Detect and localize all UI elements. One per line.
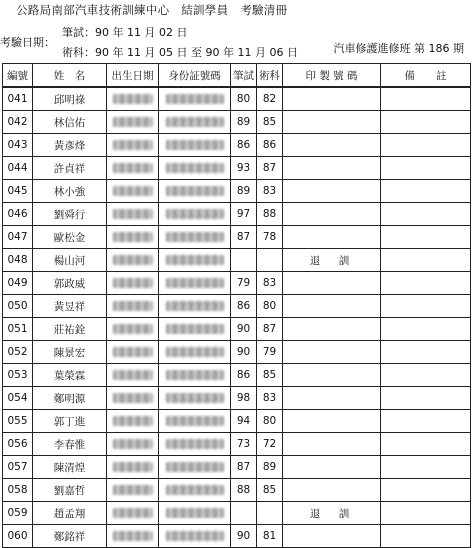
row-remarks [381,410,471,433]
redaction-blur [113,255,153,265]
row-written-score: 87 [231,226,257,249]
row-written-score: 90 [231,341,257,364]
row-remarks [381,318,471,341]
table-row [3,318,471,341]
redaction-blur [166,255,224,265]
row-practical-score: 81 [257,525,283,548]
redaction-blur [166,278,224,288]
row-name: 葉榮霖 [33,364,107,387]
header-birth-date: 出生日期 [107,64,159,88]
row-practical-score: 85 [257,364,283,387]
redaction-blur [113,462,153,472]
row-id-number-redacted [159,341,231,364]
row-print-number [283,525,381,548]
row-birth-date-redacted [107,134,159,157]
redaction-blur [113,186,153,196]
row-written-score: 86 [231,364,257,387]
header-id-number: 身份証號碼 [159,64,231,88]
row-remarks [381,249,471,272]
redaction-blur [166,531,224,541]
row-no: 049 [3,272,33,295]
redaction-blur [166,186,224,196]
redaction-blur [166,324,224,334]
redaction-blur [166,462,224,472]
table-row [3,157,471,180]
row-no: 046 [3,203,33,226]
table-row [3,226,471,249]
row-remarks [381,456,471,479]
row-id-number-redacted [159,456,231,479]
row-written-score [231,249,257,272]
row-written-score: 79 [231,272,257,295]
redaction-blur [113,439,153,449]
row-remarks [381,226,471,249]
row-practical-score: 87 [257,157,283,180]
row-remarks [381,111,471,134]
row-no: 055 [3,410,33,433]
row-practical-score: 80 [257,295,283,318]
row-written-score: 86 [231,134,257,157]
table-row [3,341,471,364]
row-remarks [381,87,471,111]
redaction-blur [113,209,153,219]
row-written-score: 87 [231,456,257,479]
redaction-blur [113,347,153,357]
row-written-score: 80 [231,87,257,111]
row-id-number-redacted [159,226,231,249]
row-id-number-redacted [159,295,231,318]
row-birth-date-redacted [107,433,159,456]
row-remarks [381,433,471,456]
row-written-score: 98 [231,387,257,410]
row-id-number-redacted [159,410,231,433]
table-row [3,272,471,295]
redaction-blur [166,163,224,173]
row-id-number-redacted [159,87,231,111]
row-birth-date-redacted [107,525,159,548]
redaction-blur [113,370,153,380]
row-remarks [381,387,471,410]
row-name: 莊祐銓 [33,318,107,341]
row-print-number [283,410,381,433]
row-no: 052 [3,341,33,364]
row-birth-date-redacted [107,111,159,134]
row-id-number-redacted [159,134,231,157]
row-print-number: 退 訓 [283,249,381,272]
table-row [3,433,471,456]
row-remarks [381,364,471,387]
redaction-blur [166,439,224,449]
row-written-score: 73 [231,433,257,456]
redaction-blur [166,347,224,357]
row-remarks [381,502,471,525]
row-print-number [283,364,381,387]
row-remarks [381,525,471,548]
row-written-score: 86 [231,295,257,318]
row-no: 048 [3,249,33,272]
row-no: 050 [3,295,33,318]
exam-date-label: 考驗日期： [0,36,55,49]
row-print-number [283,456,381,479]
row-no: 042 [3,111,33,134]
redaction-blur [113,531,153,541]
row-id-number-redacted [159,157,231,180]
roster-body [3,87,471,548]
written-exam-date: 筆試：90 年 11 月 02 日 [62,26,188,39]
row-name: 郭丁進 [33,410,107,433]
table-row [3,203,471,226]
redaction-blur [166,117,224,127]
table-header-row [3,64,471,88]
row-print-number [283,295,381,318]
row-birth-date-redacted [107,87,159,111]
row-birth-date-redacted [107,295,159,318]
header-practical-score: 術科 [257,64,283,88]
row-remarks [381,341,471,364]
row-birth-date-redacted [107,249,159,272]
table-row [3,502,471,525]
row-id-number-redacted [159,249,231,272]
redaction-blur [113,117,153,127]
redaction-blur [166,508,224,518]
row-remarks [381,180,471,203]
row-id-number-redacted [159,111,231,134]
row-practical-score: 79 [257,341,283,364]
table-row [3,387,471,410]
redaction-blur [166,301,224,311]
row-print-number: 退 訓 [283,502,381,525]
redaction-blur [113,140,153,150]
roster-table [2,63,471,548]
row-practical-score: 83 [257,180,283,203]
row-no: 045 [3,180,33,203]
redaction-blur [113,301,153,311]
table-row [3,87,471,111]
row-print-number [283,318,381,341]
row-id-number-redacted [159,364,231,387]
redaction-blur [166,485,224,495]
row-birth-date-redacted [107,341,159,364]
row-birth-date-redacted [107,180,159,203]
redaction-blur [166,94,224,104]
table-row [3,295,471,318]
row-written-score: 89 [231,180,257,203]
row-written-score: 89 [231,111,257,134]
redaction-blur [113,324,153,334]
row-practical-score: 87 [257,318,283,341]
row-print-number [283,180,381,203]
table-row [3,249,471,272]
redaction-blur [113,508,153,518]
row-practical-score: 83 [257,387,283,410]
row-practical-score: 85 [257,111,283,134]
practical-exam-date: 術科：90 年 11 月 05 日 至 90 年 11 月 06 日 [62,46,298,59]
row-name: 黃昱祥 [33,295,107,318]
row-name: 歐松金 [33,226,107,249]
row-print-number [283,433,381,456]
row-id-number-redacted [159,203,231,226]
row-id-number-redacted [159,502,231,525]
row-name: 許貞祥 [33,157,107,180]
row-no: 044 [3,157,33,180]
redaction-blur [113,232,153,242]
row-birth-date-redacted [107,502,159,525]
row-name: 劉舜行 [33,203,107,226]
table-row [3,456,471,479]
row-practical-score: 72 [257,433,283,456]
row-no: 053 [3,364,33,387]
redaction-blur [113,163,153,173]
row-remarks [381,203,471,226]
row-birth-date-redacted [107,157,159,180]
row-no: 059 [3,502,33,525]
row-written-score: 90 [231,525,257,548]
row-print-number [283,387,381,410]
row-no: 041 [3,87,33,111]
row-name: 趙孟翔 [33,502,107,525]
row-no: 056 [3,433,33,456]
row-id-number-redacted [159,433,231,456]
table-row [3,180,471,203]
row-remarks [381,479,471,502]
row-birth-date-redacted [107,456,159,479]
header-print-number: 印 製 號 碼 [283,64,381,88]
row-no: 047 [3,226,33,249]
row-name: 楊山河 [33,249,107,272]
row-birth-date-redacted [107,410,159,433]
row-print-number [283,272,381,295]
row-name: 林信佑 [33,111,107,134]
table-row [3,410,471,433]
header-remarks: 備 註 [381,64,471,88]
row-practical-score: 89 [257,456,283,479]
redaction-blur [113,416,153,426]
row-practical-score: 82 [257,87,283,111]
table-row [3,525,471,548]
row-written-score: 93 [231,157,257,180]
row-name: 陳景宏 [33,341,107,364]
row-print-number [283,111,381,134]
row-no: 054 [3,387,33,410]
row-id-number-redacted [159,525,231,548]
row-name: 李春惟 [33,433,107,456]
redaction-blur [166,232,224,242]
redaction-blur [166,370,224,380]
table-row [3,364,471,387]
row-practical-score: 80 [257,410,283,433]
row-birth-date-redacted [107,203,159,226]
redaction-blur [113,94,153,104]
row-name: 劉嘉哲 [33,479,107,502]
row-no: 060 [3,525,33,548]
row-practical-score: 88 [257,203,283,226]
header-no: 編號 [3,64,33,88]
row-print-number [283,87,381,111]
redaction-blur [113,485,153,495]
row-birth-date-redacted [107,318,159,341]
row-written-score [231,502,257,525]
header-name: 姓 名 [33,64,107,88]
row-practical-score [257,502,283,525]
row-print-number [283,226,381,249]
row-name: 陳清煌 [33,456,107,479]
redaction-blur [166,209,224,219]
row-remarks [381,272,471,295]
row-name: 黃彥烽 [33,134,107,157]
row-written-score: 88 [231,479,257,502]
redaction-blur [113,393,153,403]
row-practical-score: 78 [257,226,283,249]
header-written-score: 筆試 [231,64,257,88]
redaction-blur [166,140,224,150]
row-print-number [283,203,381,226]
row-practical-score: 83 [257,272,283,295]
row-practical-score [257,249,283,272]
row-id-number-redacted [159,318,231,341]
row-print-number [283,479,381,502]
row-remarks [381,157,471,180]
row-remarks [381,295,471,318]
row-print-number [283,134,381,157]
row-no: 043 [3,134,33,157]
row-name: 林小強 [33,180,107,203]
table-row [3,479,471,502]
row-birth-date-redacted [107,479,159,502]
row-written-score: 97 [231,203,257,226]
row-name: 鄭銘祥 [33,525,107,548]
row-practical-score: 85 [257,479,283,502]
row-birth-date-redacted [107,364,159,387]
row-birth-date-redacted [107,272,159,295]
row-name: 邱明祿 [33,87,107,111]
row-birth-date-redacted [107,226,159,249]
row-print-number [283,157,381,180]
redaction-blur [166,416,224,426]
row-name: 鄭明源 [33,387,107,410]
row-practical-score: 86 [257,134,283,157]
row-remarks [381,134,471,157]
document-title: 公路局南部汽車技術訓練中心 結訓學員 考驗清冊 [16,3,288,17]
table-row [3,111,471,134]
row-no: 057 [3,456,33,479]
row-id-number-redacted [159,479,231,502]
redaction-blur [166,393,224,403]
row-written-score: 94 [231,410,257,433]
row-print-number [283,341,381,364]
row-name: 郭政威 [33,272,107,295]
row-no: 058 [3,479,33,502]
row-no: 051 [3,318,33,341]
row-written-score: 90 [231,318,257,341]
table-row [3,134,471,157]
row-id-number-redacted [159,180,231,203]
class-info: 汽車修護進修班 第 186 期 [333,42,464,55]
row-id-number-redacted [159,387,231,410]
redaction-blur [113,278,153,288]
row-birth-date-redacted [107,387,159,410]
row-id-number-redacted [159,272,231,295]
